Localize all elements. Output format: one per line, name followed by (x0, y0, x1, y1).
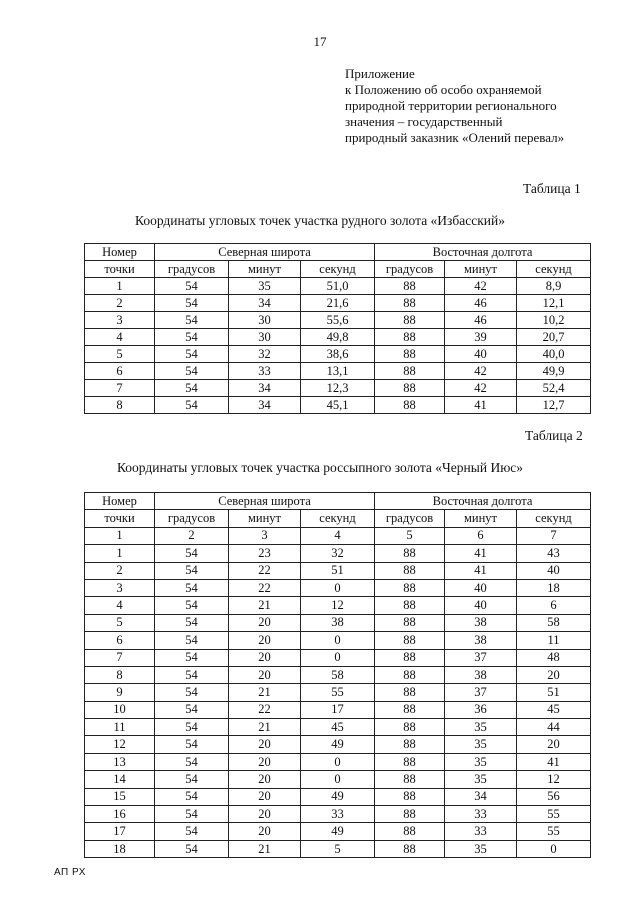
point-number-cell: 13 (85, 753, 155, 770)
coordinate-cell: 20 (229, 806, 301, 823)
coordinate-cell: 88 (375, 614, 445, 631)
coordinate-cell: 88 (375, 295, 445, 312)
point-number-cell: 5 (85, 614, 155, 631)
coordinate-cell: 41 (445, 562, 517, 579)
coordinate-cell: 88 (375, 597, 445, 614)
coordinate-cell: 20,7 (517, 329, 591, 346)
coordinate-cell: 0 (301, 771, 375, 788)
coordinate-cell: 88 (375, 346, 445, 363)
coordinate-cell: 54 (155, 771, 229, 788)
table2-row (85, 545, 591, 562)
coordinate-cell: 20 (517, 736, 591, 753)
coordinate-cell: 48 (517, 649, 591, 666)
coordinate-cell: 88 (375, 649, 445, 666)
coordinate-cell: 35 (445, 840, 517, 857)
table1-row (85, 295, 591, 312)
column-number: 4 (301, 527, 375, 544)
coordinate-cell: 21 (229, 597, 301, 614)
appendix-line: к Положению об особо охраняемой (345, 82, 542, 97)
coordinate-cell: 0 (517, 840, 591, 857)
coordinate-cell: 35 (445, 736, 517, 753)
coordinate-cell: 37 (445, 649, 517, 666)
table2-row (85, 666, 591, 683)
coordinate-cell: 12 (301, 597, 375, 614)
coordinate-cell: 88 (375, 312, 445, 329)
coordinate-cell: 8,9 (517, 278, 591, 295)
coordinate-cell: 22 (229, 562, 301, 579)
point-number-cell: 15 (85, 788, 155, 805)
coordinate-cell: 38 (445, 614, 517, 631)
coordinate-cell: 12,7 (517, 397, 591, 414)
point-number-cell: 11 (85, 719, 155, 736)
point-number-cell: 2 (85, 562, 155, 579)
coordinate-cell: 20 (229, 666, 301, 683)
coordinate-cell: 37 (445, 684, 517, 701)
table1-title: Координаты угловых точек участка рудного золота «Избасский» (135, 213, 505, 228)
coordinate-cell: 49 (301, 736, 375, 753)
table2-row (85, 614, 591, 631)
coordinate-cell: 20 (229, 788, 301, 805)
coordinate-cell: 51 (301, 562, 375, 579)
table2-header-number2: точки (85, 510, 155, 527)
coordinate-cell: 40 (445, 579, 517, 596)
coordinate-cell: 0 (301, 649, 375, 666)
point-number-cell: 4 (85, 329, 155, 346)
coordinate-cell: 54 (155, 579, 229, 596)
coordinate-cell: 88 (375, 278, 445, 295)
coordinate-cell: 88 (375, 719, 445, 736)
table2-subheader: минут (445, 510, 517, 527)
table2-row (85, 562, 591, 579)
coordinate-cell: 20 (229, 753, 301, 770)
table1-subheader: секунд (301, 261, 375, 278)
coordinate-cell: 54 (155, 545, 229, 562)
column-number: 2 (155, 527, 229, 544)
coordinate-cell: 88 (375, 579, 445, 596)
coordinate-cell: 54 (155, 806, 229, 823)
coordinate-cell: 21 (229, 840, 301, 857)
coordinate-cell: 35 (445, 719, 517, 736)
coordinate-cell: 34 (229, 380, 301, 397)
coordinate-cell: 18 (517, 579, 591, 596)
table1-row (85, 363, 591, 380)
coordinate-cell: 54 (155, 329, 229, 346)
point-number-cell: 14 (85, 771, 155, 788)
table1-header-number2: точки (85, 261, 155, 278)
coordinate-cell: 88 (375, 788, 445, 805)
table1-header-north: Северная широта (155, 244, 375, 261)
coordinate-cell: 44 (517, 719, 591, 736)
coordinate-cell: 12 (517, 771, 591, 788)
point-number-cell: 18 (85, 840, 155, 857)
table1-row (85, 397, 591, 414)
table1-subheader: минут (229, 261, 301, 278)
coordinate-cell: 54 (155, 788, 229, 805)
table2-subheader: градусов (375, 510, 445, 527)
table2-label: Таблица 2 (525, 428, 583, 443)
coordinate-cell: 88 (375, 823, 445, 840)
coordinate-cell: 33 (301, 806, 375, 823)
point-number-cell: 12 (85, 736, 155, 753)
coordinate-cell: 38,6 (301, 346, 375, 363)
coordinate-cell: 88 (375, 363, 445, 380)
coordinate-cell: 34 (445, 788, 517, 805)
table1-row (85, 278, 591, 295)
coordinate-cell: 12,3 (301, 380, 375, 397)
appendix-line: значения – государственный (345, 114, 503, 129)
coordinate-cell: 88 (375, 806, 445, 823)
table2-row (85, 823, 591, 840)
coordinate-cell: 35 (445, 753, 517, 770)
coordinate-cell: 88 (375, 329, 445, 346)
coordinate-cell: 88 (375, 736, 445, 753)
coordinate-cell: 88 (375, 753, 445, 770)
coordinate-cell: 13,1 (301, 363, 375, 380)
coordinate-cell: 54 (155, 614, 229, 631)
point-number-cell: 17 (85, 823, 155, 840)
table2-row (85, 684, 591, 701)
coordinate-cell: 58 (517, 614, 591, 631)
table2-header-north: Северная широта (155, 493, 375, 510)
coordinate-cell: 35 (445, 771, 517, 788)
appendix-line: природный заказник «Олений перевал» (345, 130, 565, 145)
coordinate-cell: 10,2 (517, 312, 591, 329)
coordinate-cell: 56 (517, 788, 591, 805)
coordinate-cell: 45 (517, 701, 591, 718)
coordinate-cell: 40 (445, 597, 517, 614)
coordinate-cell: 88 (375, 666, 445, 683)
coordinate-cell: 88 (375, 545, 445, 562)
coordinate-cell: 17 (301, 701, 375, 718)
coordinate-cell: 32 (301, 545, 375, 562)
table2-row (85, 771, 591, 788)
coordinate-cell: 49 (301, 788, 375, 805)
coordinate-cell: 54 (155, 823, 229, 840)
coordinate-cell: 45 (301, 719, 375, 736)
coordinate-cell: 88 (375, 684, 445, 701)
appendix-line: Приложение (345, 66, 415, 81)
table1 (84, 243, 591, 414)
coordinate-cell: 5 (301, 840, 375, 857)
appendix-line: природной территории регионального (345, 98, 557, 113)
coordinate-cell: 6 (517, 597, 591, 614)
coordinate-cell: 43 (517, 545, 591, 562)
coordinate-cell: 88 (375, 632, 445, 649)
coordinate-cell: 20 (229, 736, 301, 753)
table1-subheader: минут (445, 261, 517, 278)
point-number-cell: 9 (85, 684, 155, 701)
coordinate-cell: 33 (445, 823, 517, 840)
table2-subheader-row (85, 510, 591, 527)
coordinate-cell: 20 (229, 649, 301, 666)
table2-row (85, 806, 591, 823)
point-number-cell: 6 (85, 632, 155, 649)
coordinate-cell: 55,6 (301, 312, 375, 329)
table2-row (85, 597, 591, 614)
coordinate-cell: 54 (155, 397, 229, 414)
coordinate-cell: 39 (445, 329, 517, 346)
coordinate-cell: 12,1 (517, 295, 591, 312)
coordinate-cell: 54 (155, 840, 229, 857)
coordinate-cell: 45,1 (301, 397, 375, 414)
coordinate-cell: 54 (155, 312, 229, 329)
table1-row (85, 346, 591, 363)
coordinate-cell: 40,0 (517, 346, 591, 363)
coordinate-cell: 20 (517, 666, 591, 683)
coordinate-cell: 21,6 (301, 295, 375, 312)
column-number: 3 (229, 527, 301, 544)
table2 (84, 492, 591, 858)
coordinate-cell: 54 (155, 363, 229, 380)
coordinate-cell: 42 (445, 380, 517, 397)
point-number-cell: 4 (85, 597, 155, 614)
point-number-cell: 8 (85, 666, 155, 683)
table1-header-east: Восточная долгота (375, 244, 591, 261)
point-number-cell: 7 (85, 380, 155, 397)
table1-row (85, 329, 591, 346)
coordinate-cell: 54 (155, 295, 229, 312)
point-number-cell: 3 (85, 579, 155, 596)
coordinate-cell: 32 (229, 346, 301, 363)
coordinate-cell: 88 (375, 701, 445, 718)
coordinate-cell: 54 (155, 736, 229, 753)
column-number: 5 (375, 527, 445, 544)
coordinate-cell: 88 (375, 840, 445, 857)
coordinate-cell: 52,4 (517, 380, 591, 397)
table1-subheader-row (85, 261, 591, 278)
table2-row (85, 736, 591, 753)
page-number: 17 (313, 34, 327, 49)
coordinate-cell: 40 (445, 346, 517, 363)
table2-row (85, 579, 591, 596)
coordinate-cell: 21 (229, 719, 301, 736)
coordinate-cell: 42 (445, 363, 517, 380)
coordinate-cell: 42 (445, 278, 517, 295)
table2-row (85, 719, 591, 736)
coordinate-cell: 54 (155, 632, 229, 649)
coordinate-cell: 33 (445, 806, 517, 823)
coordinate-cell: 54 (155, 597, 229, 614)
table2-subheader: градусов (155, 510, 229, 527)
table1-subheader: секунд (517, 261, 591, 278)
coordinate-cell: 40 (517, 562, 591, 579)
coordinate-cell: 38 (445, 632, 517, 649)
table1-header-number: Номер (85, 244, 155, 261)
coordinate-cell: 88 (375, 397, 445, 414)
coordinate-cell: 38 (445, 666, 517, 683)
coordinate-cell: 0 (301, 579, 375, 596)
coordinate-cell: 20 (229, 614, 301, 631)
footer-stamp: АП РХ (54, 867, 86, 878)
coordinate-cell: 55 (517, 823, 591, 840)
table2-row (85, 701, 591, 718)
coordinate-cell: 38 (301, 614, 375, 631)
table1-row (85, 380, 591, 397)
coordinate-cell: 54 (155, 684, 229, 701)
table2-subheader: секунд (301, 510, 375, 527)
point-number-cell: 10 (85, 701, 155, 718)
coordinate-cell: 34 (229, 295, 301, 312)
coordinate-cell: 46 (445, 312, 517, 329)
coordinate-cell: 33 (229, 363, 301, 380)
coordinate-cell: 20 (229, 823, 301, 840)
coordinate-cell: 54 (155, 649, 229, 666)
coordinate-cell: 58 (301, 666, 375, 683)
coordinate-cell: 41 (445, 397, 517, 414)
coordinate-cell: 88 (375, 771, 445, 788)
table2-row (85, 840, 591, 857)
coordinate-cell: 51,0 (301, 278, 375, 295)
coordinate-cell: 22 (229, 579, 301, 596)
table2-header-number: Номер (85, 493, 155, 510)
point-number-cell: 1 (85, 278, 155, 295)
coordinate-cell: 23 (229, 545, 301, 562)
coordinate-cell: 55 (301, 684, 375, 701)
coordinate-cell: 54 (155, 753, 229, 770)
coordinate-cell: 41 (517, 753, 591, 770)
coordinate-cell: 54 (155, 701, 229, 718)
coordinate-cell: 49 (301, 823, 375, 840)
coordinate-cell: 30 (229, 329, 301, 346)
coordinate-cell: 46 (445, 295, 517, 312)
table2-subheader: секунд (517, 510, 591, 527)
coordinate-cell: 35 (229, 278, 301, 295)
point-number-cell: 16 (85, 806, 155, 823)
coordinate-cell: 88 (375, 380, 445, 397)
coordinate-cell: 0 (301, 632, 375, 649)
point-number-cell: 8 (85, 397, 155, 414)
coordinate-cell: 49,9 (517, 363, 591, 380)
table1-subheader: градусов (155, 261, 229, 278)
point-number-cell: 1 (85, 545, 155, 562)
coordinate-cell: 34 (229, 397, 301, 414)
column-number: 7 (517, 527, 591, 544)
column-number: 1 (85, 527, 155, 544)
table2-row (85, 788, 591, 805)
point-number-cell: 2 (85, 295, 155, 312)
table2-column-number-row (85, 527, 591, 544)
coordinate-cell: 54 (155, 380, 229, 397)
table2-row (85, 632, 591, 649)
coordinate-cell: 54 (155, 346, 229, 363)
table1-label: Таблица 1 (523, 181, 581, 196)
coordinate-cell: 88 (375, 562, 445, 579)
point-number-cell: 5 (85, 346, 155, 363)
coordinate-cell: 41 (445, 545, 517, 562)
table1-row (85, 312, 591, 329)
coordinate-cell: 30 (229, 312, 301, 329)
coordinate-cell: 54 (155, 278, 229, 295)
coordinate-cell: 54 (155, 719, 229, 736)
table2-header-row (85, 493, 591, 510)
table1-header-row (85, 244, 591, 261)
point-number-cell: 3 (85, 312, 155, 329)
coordinate-cell: 49,8 (301, 329, 375, 346)
coordinate-cell: 36 (445, 701, 517, 718)
table2-row (85, 753, 591, 770)
coordinate-cell: 21 (229, 684, 301, 701)
table2-title: Координаты угловых точек участка россыпного золота «Черный Июс» (116, 460, 524, 475)
point-number-cell: 6 (85, 363, 155, 380)
coordinate-cell: 22 (229, 701, 301, 718)
coordinate-cell: 0 (301, 753, 375, 770)
coordinate-cell: 20 (229, 632, 301, 649)
table2-header-east: Восточная долгота (375, 493, 591, 510)
coordinate-cell: 51 (517, 684, 591, 701)
coordinate-cell: 55 (517, 806, 591, 823)
table2-row (85, 649, 591, 666)
coordinate-cell: 54 (155, 666, 229, 683)
point-number-cell: 7 (85, 649, 155, 666)
coordinate-cell: 54 (155, 562, 229, 579)
table1-subheader: градусов (375, 261, 445, 278)
appendix-note (345, 66, 564, 146)
coordinate-cell: 20 (229, 771, 301, 788)
column-number: 6 (445, 527, 517, 544)
table2-subheader: минут (229, 510, 301, 527)
coordinate-cell: 11 (517, 632, 591, 649)
